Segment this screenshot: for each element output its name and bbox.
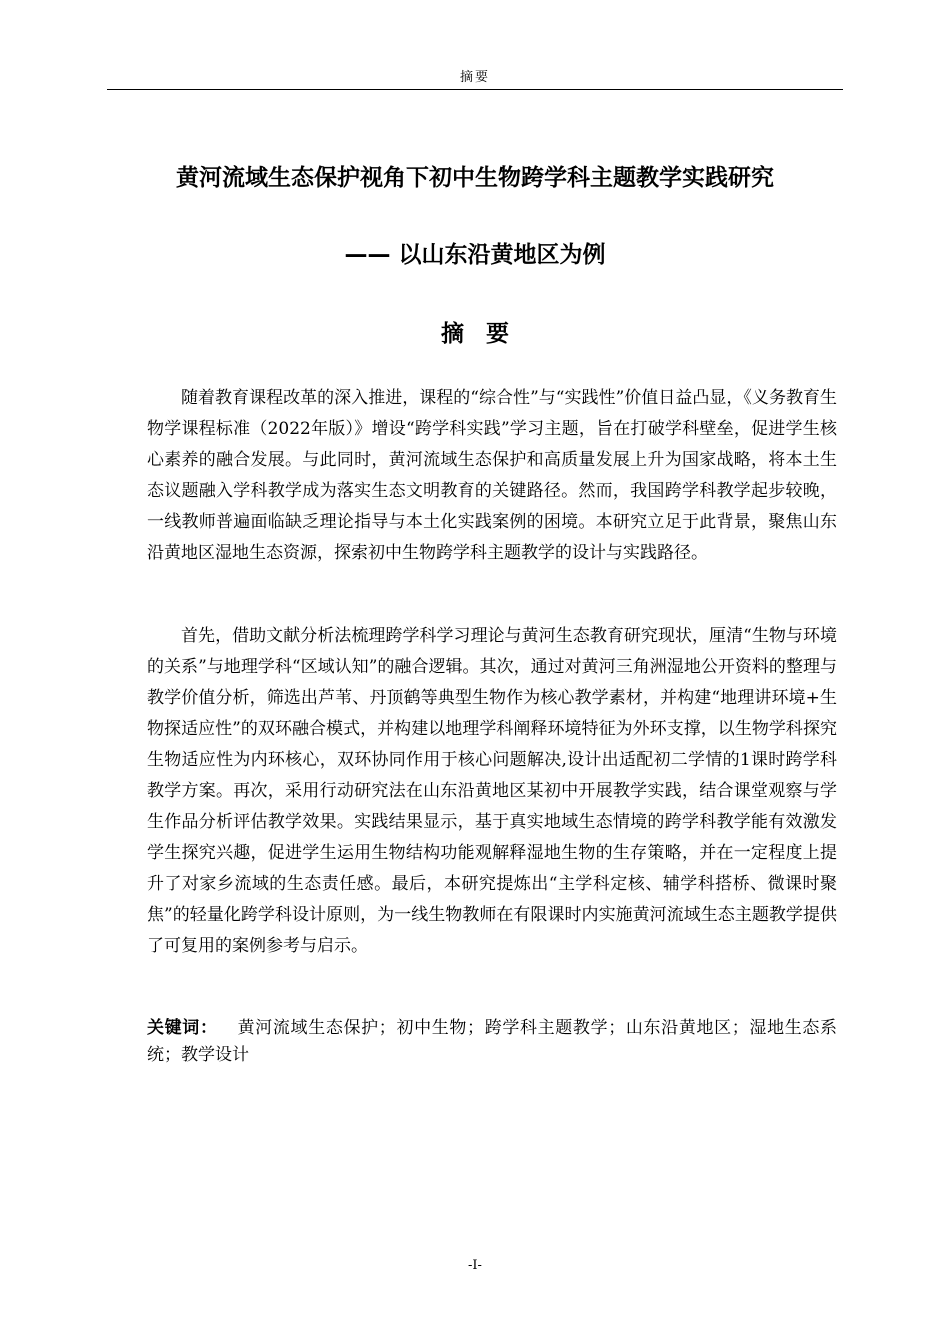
page-number: -I- bbox=[468, 1258, 482, 1273]
abstract-paragraph-1: 随着教育课程改革的深入推进，课程的“综合性”与“实践性”价值日益凸显，《义务教育生物学课程标准（2022年版）》增设“跨学科实践”学习主题，旨在打破学科壁垒，促进学生核心素养的融合发展。与此同时，黄河流域生态保护和高质量发展上升为国家战略，将本土生态议题融入学科教学成为落实生态文明教育的关键路径。然而，我国跨学科教学起步较晚，一线教师普遍面临缺乏理论指导与本土化实践案例的困境。本研究立足于此背景，聚焦山东沿黄地区湿地生态资源，探索初中生物跨学科主题教学的设计与实践路径。 bbox=[147, 388, 837, 563]
keywords-label: 关键词： bbox=[147, 1018, 218, 1038]
abstract-heading: 摘要 bbox=[441, 321, 531, 347]
running-header: 摘要 bbox=[459, 70, 490, 85]
abstract-paragraph-2: 首先，借助文献分析法梳理跨学科学习理论与黄河生态教育研究现状，厘清“生物与环境的关系”与地理学科“区域认知”的融合逻辑。其次，通过对黄河三角洲湿地公开资料的整理与教学价值分析，筛选出芦苇、丹顶鹤等典型生物作为核心教学素材，并构建“地理讲环境+生物探适应性”的双环融合模式，并构建以地理学科阐释环境特征为外环支撑，以生物学科探究生物适应性为内环核心，双环协同作用于核心问题解决,设计出适配初二学情的1课时跨学科教学方案。再次，采用行动研究法在山东沿黄地区某初中开展教学实践，结合课堂观察与学生作品分析评估教学效果。实践结果显示，基于真实地域生态情境的跨学科教学能有效激发学生探究兴趣，促进学生运用生物结构功能观解释湿地生物的生存策略，并在一定程度上提升了对家乡流域的生态责任感。最后，本研究提炼出“主学科定核、辅学科搭桥、微课时聚焦”的轻量化跨学科设计原则，为一线生物教师在有限课时内实施黄河流域生态主题教学提供了可复用的案例参考与启示。 bbox=[147, 626, 837, 956]
thesis-subtitle: —— 以山东沿黄地区为例 bbox=[344, 242, 606, 268]
keywords-line bbox=[147, 1015, 837, 1069]
keywords-text: 黄河流域生态保护；初中生物；跨学科主题教学；山东沿黄地区；湿地生态系统；教学设计 bbox=[147, 1018, 838, 1065]
header-divider bbox=[107, 89, 843, 90]
thesis-title: 黄河流域生态保护视角下初中生物跨学科主题教学实践研究 bbox=[176, 165, 774, 191]
